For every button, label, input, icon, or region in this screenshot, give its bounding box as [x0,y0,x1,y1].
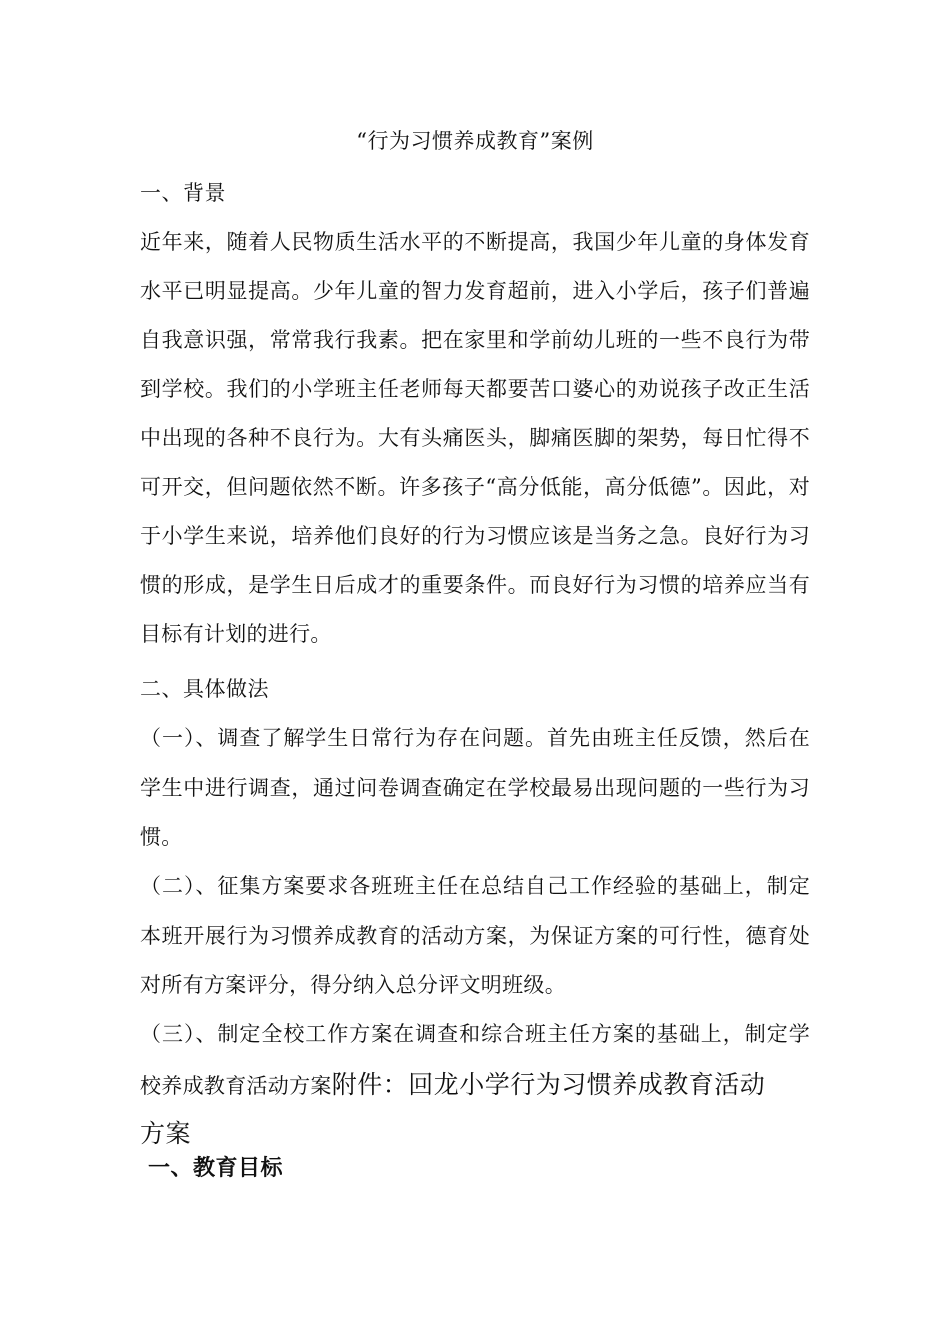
method-item-collect-plans: （二）、征集方案要求各班班主任在总结自己工作经验的基础上，制定本班开展行为习惯养成教育的活动方案，为保证方案的可行性，德育处对所有方案评分，得分纳入总分评文明班级。 [140,874,810,997]
background-paragraph: 近年来，随着人民物质生活水平的不断提高，我国少年儿童的身体发育水平已明显提高。少年儿童的智力发育超前，进入小学后，孩子们普遍自我意识强，常常我行我素。把在家里和学前幼儿班的一些不良行为带到学校。我们的小学班主任老师每天都要苦口婆心的劝说孩子改正生活中出现的各种不良行为。大有头痛医头，脚痛医脚的架势，每日忙得不可开交，但问题依然不断。许多孩子“高分低能，高分低德”。因此，对于小学生来说，培养他们良好的行为习惯应该是当务之急。良好行为习惯的形成，是学生日后成才的重要条件。而良好行为习惯的培养应当有目标有计划的进行。 [140,230,810,646]
education-goal-heading: 一、教育目标 [148,1156,284,1181]
school-plan-text: （三）、制定全校工作方案在调查和综合班主任方案的基础上，制定学校养成教育活动方案 [140,1022,810,1098]
method-item-survey: （一）、调查了解学生日常行为存在问题。首先由班主任反馈，然后在学生中进行调查，通过问卷调查确定在学校最易出现问题的一些行为习惯。 [140,726,810,849]
attachment-title-continuation: 方案 [140,1119,192,1148]
attachment-title: 附件：回龙小学行为习惯养成教育活动 [331,1069,766,1099]
method-item-school-plan [140,1010,810,1111]
section-heading-background: 一、背景 [140,181,226,205]
section-heading-methods: 二、具体做法 [140,677,269,701]
document-title: “行为习惯养成教育”案例 [356,129,594,153]
